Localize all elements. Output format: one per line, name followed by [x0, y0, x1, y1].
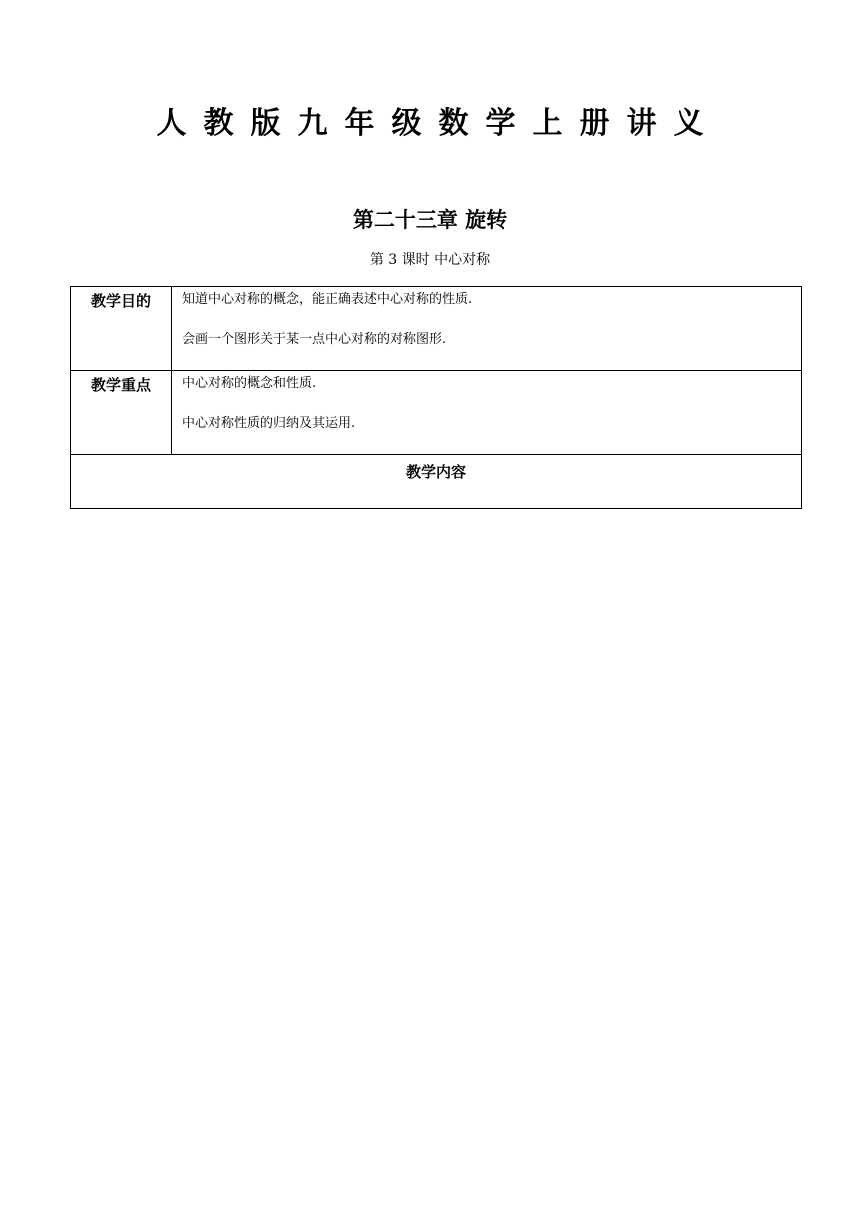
key-point-line: 中心对称的概念和性质.	[182, 376, 317, 391]
document-title: 人教版九年级数学上册讲义	[156, 106, 721, 141]
key-point-line: 中心对称性质的归纳及其运用.	[182, 416, 356, 431]
key-points-content	[172, 371, 802, 455]
lesson-title: 第 3 课时 中心对称	[369, 252, 491, 268]
table-row-content-header	[71, 455, 802, 509]
table-row-objectives	[71, 287, 802, 371]
content-header: 教学内容	[71, 455, 802, 509]
objective-line: 知道中心对称的概念，能正确表述中心对称的性质.	[182, 292, 473, 307]
objective-line: 会画一个图形关于某一点中心对称的对称图形.	[182, 332, 447, 347]
table-row-key-points	[71, 371, 802, 455]
key-points-label: 教学重点	[71, 371, 172, 455]
objectives-content	[172, 287, 802, 371]
lesson-plan-table	[70, 286, 802, 509]
objectives-label: 教学目的	[71, 287, 172, 371]
chapter-title: 第二十三章 旋转	[352, 207, 508, 232]
